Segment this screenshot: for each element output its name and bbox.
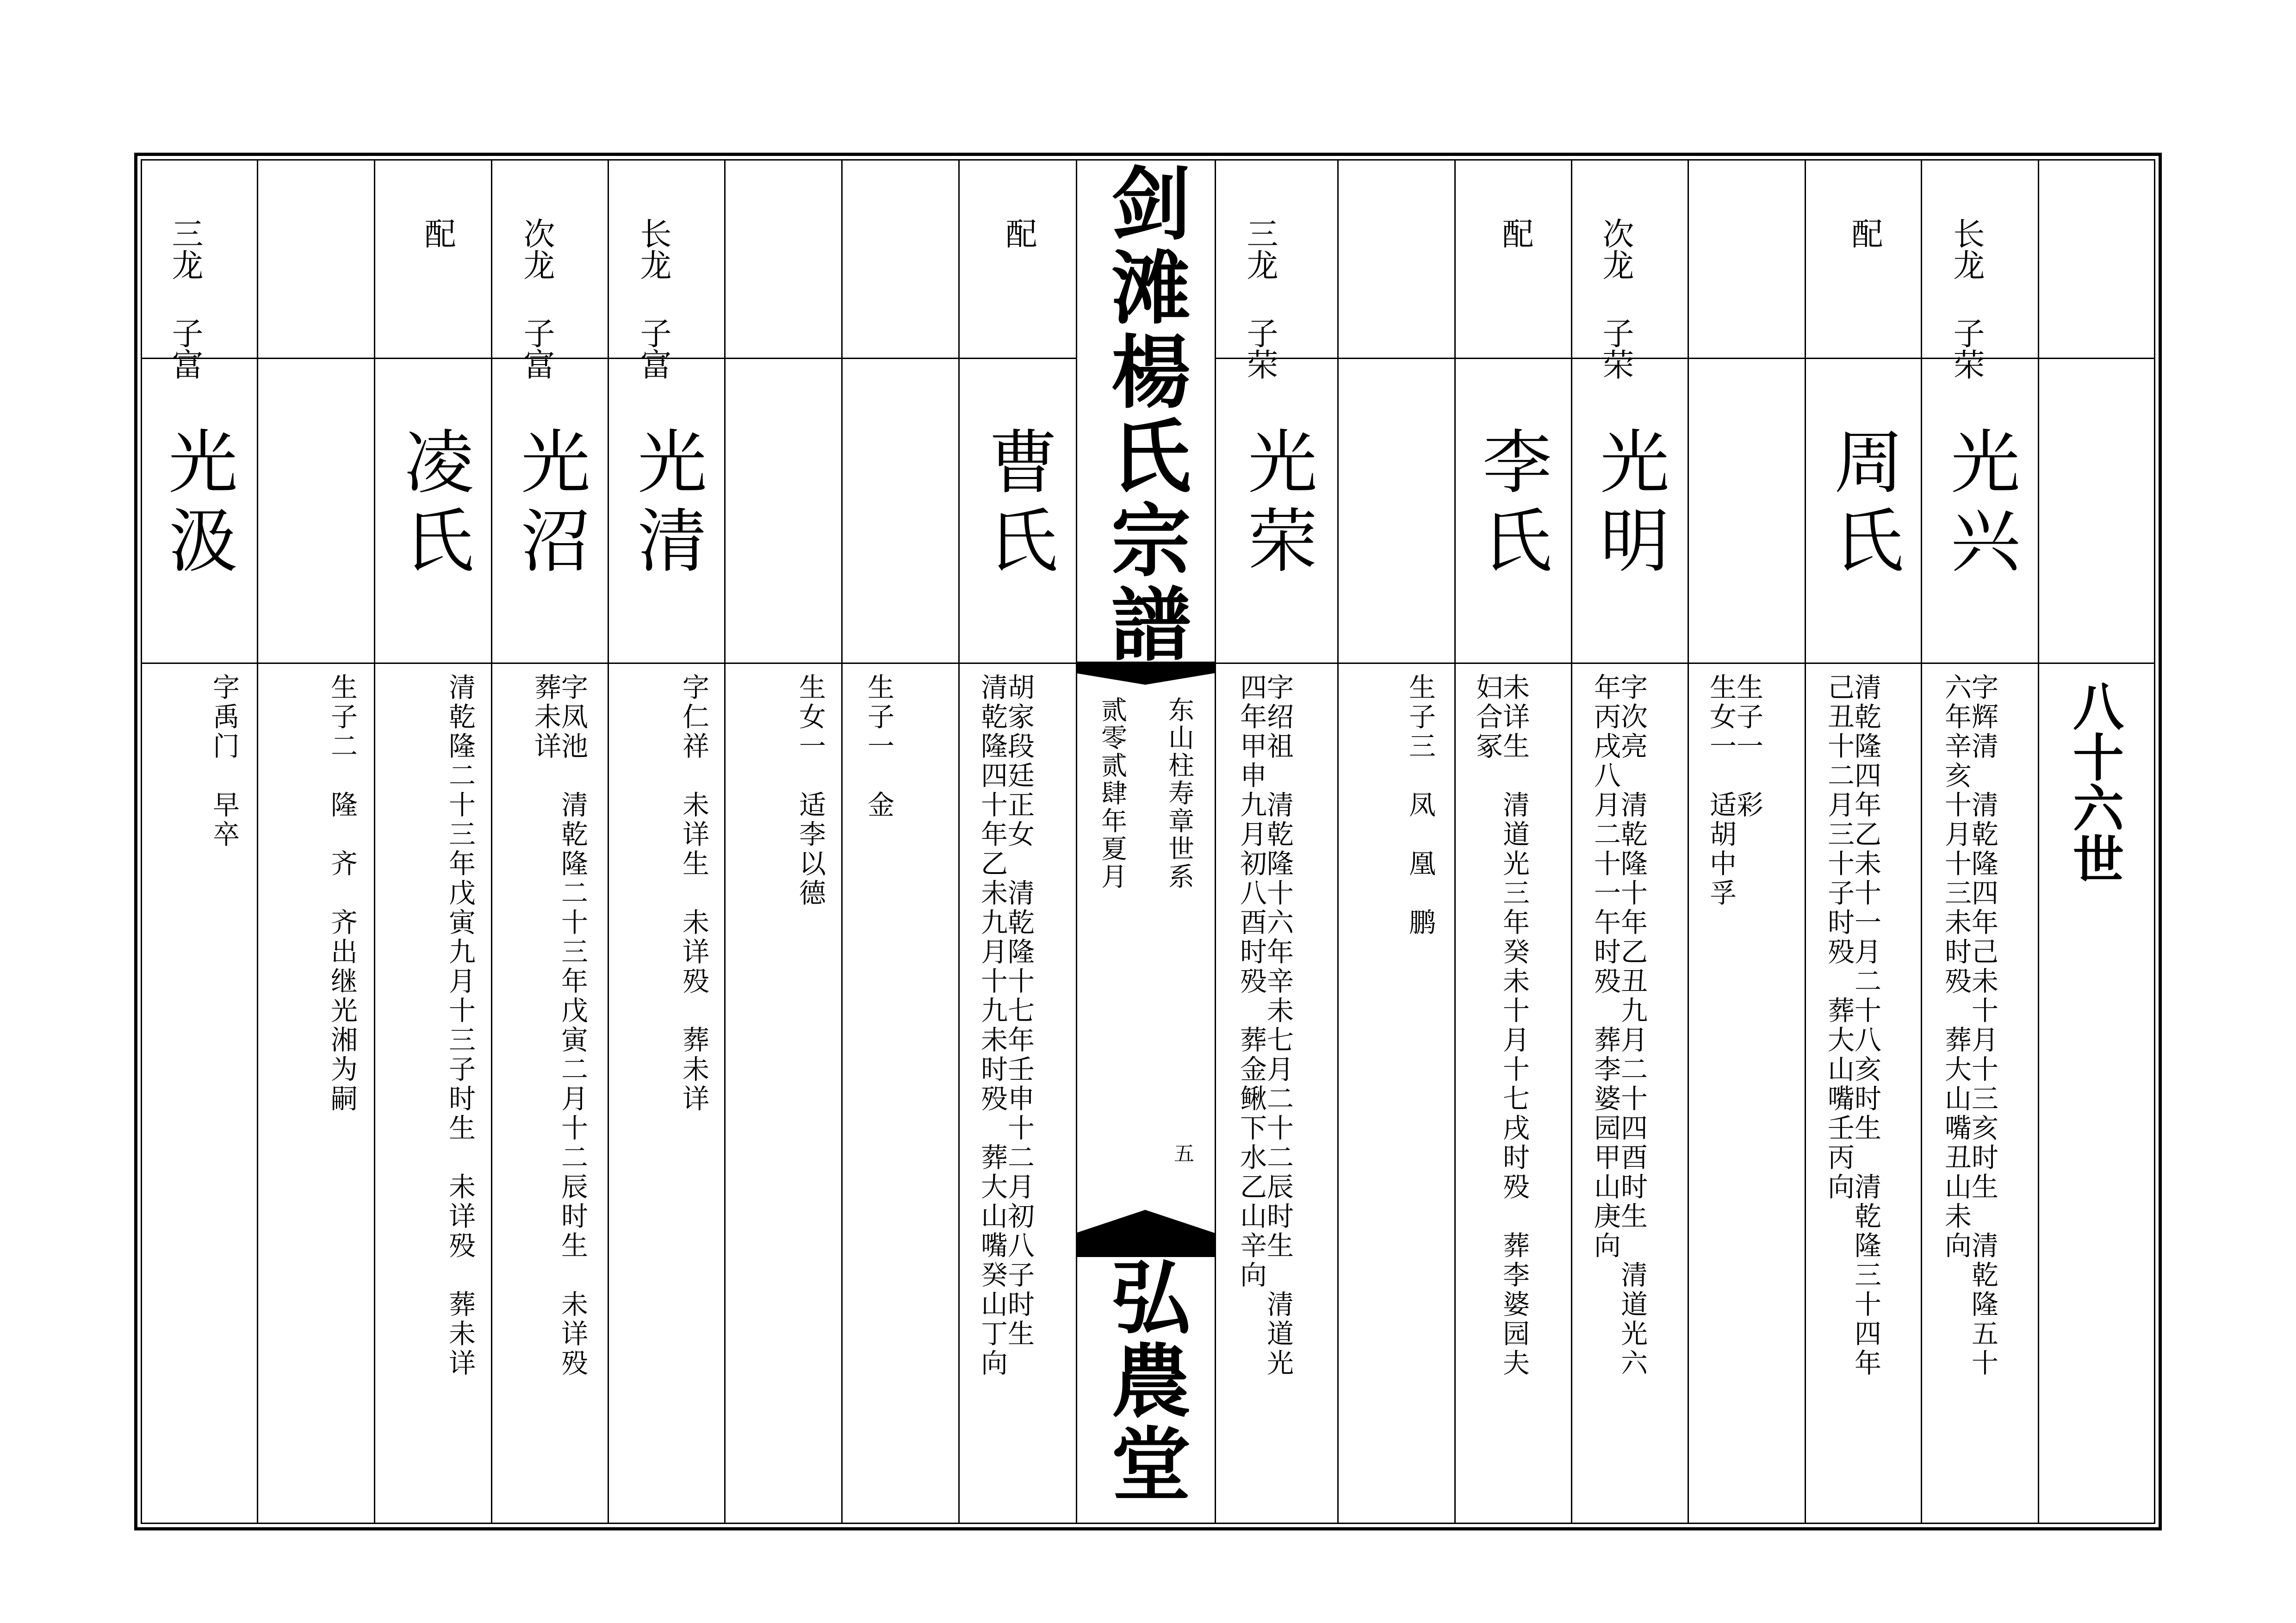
column-divider — [1805, 161, 1806, 1523]
header-separator-right — [1215, 358, 2155, 359]
relation-label: 配 — [1497, 217, 1533, 249]
bottom-chevron — [1076, 1210, 1215, 1257]
person-name: 光兴 — [1939, 426, 2019, 583]
genealogy-title: 剑滩楊氏宗譜 — [1098, 162, 1192, 667]
person-name: 曹氏 — [976, 426, 1057, 583]
person-record: 生子一 彩 生女一 适胡中孚 — [1705, 673, 1763, 908]
person-record: 字仁祥 未详生 未详殁 葬未详 — [678, 673, 709, 1114]
relation-label: 次龙 子荣 — [1597, 217, 1634, 380]
relation-label: 三龙 子荣 — [1241, 217, 1278, 380]
column-divider — [491, 161, 492, 1523]
relation-label: 三龙 子富 — [167, 217, 203, 380]
person-name: 光汲 — [156, 426, 237, 583]
person-record: 字辉清 清乾隆四年己未十月十三亥时生 清乾隆五十 六年辛亥十月十三未时殁 葬大山嘴丑山未向 — [1940, 673, 1998, 1378]
person-record: 字绍祖 清乾隆十六年辛未七月二十二辰时生 清道光 四年甲申九月初八酉时殁 葬金鳅下水乙山辛向 — [1235, 673, 1294, 1378]
relation-label: 次龙 子富 — [518, 217, 555, 380]
person-name: 周氏 — [1822, 426, 1903, 583]
compile-date: 贰零贰肆年夏月 — [1097, 696, 1127, 891]
column-divider — [608, 161, 609, 1523]
person-name: 李氏 — [1471, 426, 1551, 583]
column-divider — [1571, 161, 1572, 1523]
column-divider — [1921, 161, 1922, 1523]
relation-label: 配 — [1000, 217, 1037, 249]
person-name: 光荣 — [1236, 426, 1316, 583]
person-name: 凌氏 — [392, 426, 473, 583]
column-divider — [1337, 161, 1339, 1523]
person-record: 生子二 隆 齐 齐出继光湘为嗣 — [326, 673, 358, 1114]
person-record: 未详生 清道光三年癸未十月十七戌时殁 葬李婆园夫 妇合冢 — [1471, 673, 1530, 1378]
column-divider — [1454, 161, 1456, 1523]
page-number: 五 — [1170, 1143, 1194, 1163]
person-record: 清乾隆二十三年戊寅九月十三子时生 未详殁 葬未详 — [444, 673, 476, 1378]
relation-label: 长龙 子荣 — [1948, 217, 1985, 380]
person-record: 生子一 金 — [863, 673, 894, 820]
person-record: 生子三 凤 凰 鹏 — [1404, 673, 1436, 938]
column-divider — [841, 161, 843, 1523]
column-divider — [2038, 161, 2039, 1523]
person-record: 字次亮 清乾隆十年乙丑九月二十四酉时生 清道光六 年丙戌八月二十一午时殁 葬李婆园甲山庚向 — [1589, 673, 1648, 1378]
relation-label: 配 — [419, 217, 456, 249]
person-record: 清乾隆四年乙未十一月二十八亥时生 清乾隆三十四年 己丑十二月三十子时殁 葬大山嘴壬丙向 — [1823, 673, 1881, 1378]
relation-label: 长龙 子富 — [635, 217, 671, 380]
column-divider — [958, 161, 960, 1523]
column-divider — [257, 161, 258, 1523]
column-divider — [374, 161, 375, 1523]
column-divider — [1215, 161, 1216, 1523]
name-separator-right — [1215, 663, 2155, 664]
branch-name: 东山柱寿章世系 — [1164, 696, 1194, 891]
relation-label: 配 — [1846, 217, 1883, 249]
person-name: 光明 — [1588, 426, 1669, 583]
person-record: 胡家段廷正女 清乾隆十七年壬申十二月初八子时生 清乾隆四十年乙未九月十九未时殁 葬大山嘴癸山丁向 — [976, 673, 1035, 1378]
person-record: 字凤池 清乾隆二十三年戊寅二月十二辰时生 未详殁 葬未详 — [530, 673, 588, 1378]
generation-label: 八十六世 — [2065, 680, 2124, 884]
column-divider — [1688, 161, 1689, 1523]
person-name: 光沼 — [509, 426, 590, 583]
person-name: 光清 — [626, 426, 706, 583]
person-record: 生女一 适李以德 — [794, 673, 826, 908]
person-record: 字禹门 早卒 — [208, 673, 240, 849]
hall-name: 弘農堂 — [1098, 1256, 1192, 1506]
column-divider — [724, 161, 726, 1523]
